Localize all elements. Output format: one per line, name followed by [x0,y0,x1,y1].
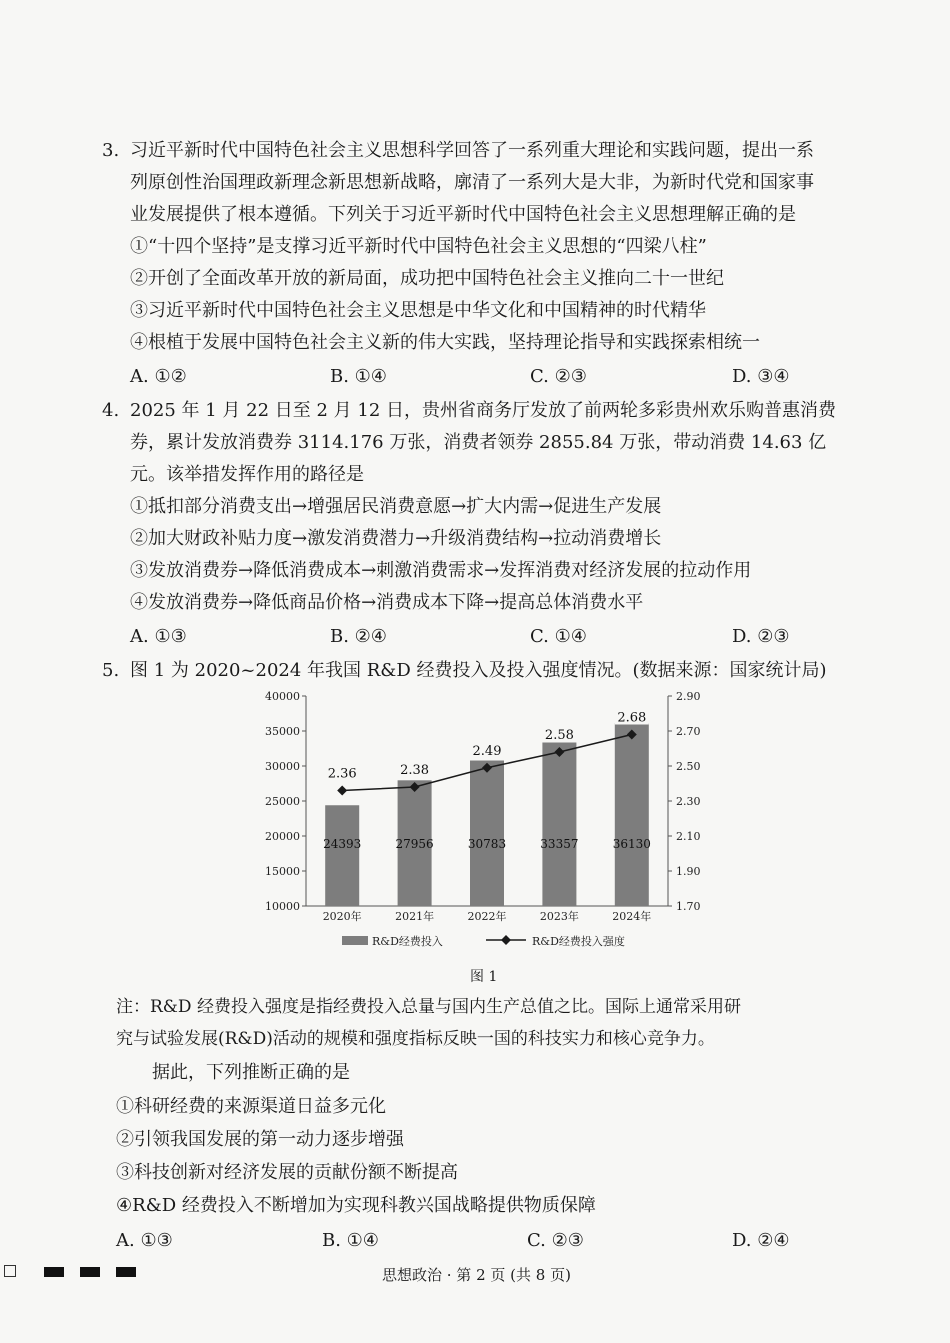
q4-stem-line-2: 券，累计发放消费券 3114.176 万张，消费者领券 2855.84 万张，带动消费 14.63 亿 [130,432,827,453]
bar-value-label: 30783 [467,837,507,851]
right-axis-tick-label: 1.90 [676,865,701,878]
line-value-label: 2.38 [400,763,430,778]
bar-value-label: 24393 [323,837,362,851]
q4-option-c[interactable]: C. ①④ [530,626,587,647]
q4-stem-line-1: 2025 年 1 月 22 日至 2 月 12 日，贵州省商务厅发放了前两轮多彩贵州欢乐购普惠消费 [130,400,837,421]
footer-page-info: 思想政治 · 第 2 页 (共 8 页) [382,1266,571,1284]
right-axis-tick-label: 2.90 [676,690,701,703]
bar-value-label: 27956 [395,837,434,851]
q4-option-d[interactable]: D. ②③ [732,626,790,647]
q4-statement-1: ①抵扣部分消费支出→增强居民消费意愿→扩大内需→促进生产发展 [130,496,662,517]
footer-marker-3-icon [116,1267,136,1277]
figure-caption: 图 1 [470,969,498,985]
q5-note-line-1: 注：R&D 经费投入强度是指经费投入总量与国内生产总值之比。国际上通常采用研 [116,997,741,1017]
q5-stem: 图 1 为 2020~2024 年我国 R&D 经费投入及投入强度情况。(数据来源：国家统计局) [130,660,827,681]
q4-statement-3: ③发放消费券→降低消费成本→刺激消费需求→发挥消费对经济发展的拉动作用 [130,560,752,581]
line-value-label: 2.49 [472,743,502,759]
x-axis-tick-label: 2020年 [322,910,362,923]
q5-note-line-2: 究与试验发展(R&D)活动的规模和强度指标反映一国的科技实力和核心竞争力。 [116,1029,715,1049]
q4-statement-2: ②加大财政补贴力度→激发消费潜力→升级消费结构→拉动消费增长 [130,528,662,549]
q5-option-c[interactable]: C. ②③ [527,1230,584,1251]
line-value-label: 2.58 [544,728,574,743]
left-axis-tick-label: 40000 [265,690,300,703]
left-axis-tick-label: 35000 [265,725,300,738]
q3-stem-line-3: 业发展提供了根本遵循。下列关于习近平新时代中国特色社会主义思想理解正确的是 [130,204,796,225]
left-axis-tick-label: 15000 [265,865,300,878]
line-point-marker [337,786,347,796]
x-axis-tick-label: 2023年 [539,910,579,923]
bar-value-label: 33357 [540,837,579,851]
q3-option-c[interactable]: C. ②③ [530,366,587,387]
right-axis-tick-label: 2.70 [676,725,701,738]
footer-checkbox-icon [4,1265,16,1277]
q5-statement-4: ④R&D 经费投入不断增加为实现科教兴国战略提供物质保障 [116,1195,596,1216]
x-axis-tick-label: 2022年 [467,910,507,923]
bar-rd-investment [467,761,507,906]
q3-option-b[interactable]: B. ①④ [330,366,387,387]
q4-option-b[interactable]: B. ②④ [330,626,387,647]
q4-option-a[interactable]: A. ①③ [130,626,187,647]
bar-rd-investment [540,743,579,906]
bar-rd-investment [323,805,362,906]
right-axis-tick-label: 2.10 [676,830,701,843]
line-value-label: 2.36 [327,766,357,782]
q5-statement-1: ①科研经费的来源渠道日益多元化 [116,1096,386,1117]
right-axis-tick-label: 2.50 [676,760,701,773]
q5-prompt: 据此，下列推断正确的是 [152,1062,350,1083]
legend-line-marker [501,935,511,945]
q5-option-d[interactable]: D. ②④ [732,1230,790,1251]
q3-statement-2: ②开创了全面改革开放的新局面，成功把中国特色社会主义推向二十一世纪 [130,268,724,289]
q5-option-b[interactable]: B. ①④ [322,1230,379,1251]
q5-option-a[interactable]: A. ①③ [116,1230,173,1251]
left-axis-tick-label: 20000 [265,830,300,843]
footer-marker-2-icon [80,1267,100,1277]
q5-statement-3: ③科技创新对经济发展的贡献份额不断提高 [116,1162,458,1183]
q5-number: 5. [102,660,120,681]
q3-number: 3. [102,140,120,161]
legend-line-label: R&D经费投入强度 [532,935,625,948]
q3-stem-line-1: 习近平新时代中国特色社会主义思想科学回答了一系列重大理论和实践问题，提出一系 [130,140,814,161]
rd-chart [250,684,720,954]
q5-statement-2: ②引领我国发展的第一动力逐步增强 [116,1129,404,1150]
q3-statement-1: ①“十四个坚持”是支撑习近平新时代中国特色社会主义思想的“四梁八柱” [130,236,707,257]
bar-rd-investment [612,723,651,906]
right-axis-tick-label: 2.30 [676,795,701,808]
q4-statement-4: ④发放消费券→降低商品价格→消费成本下降→提高总体消费水平 [130,592,644,613]
bar-value-label: 36130 [612,837,651,851]
q3-option-a[interactable]: A. ①② [130,366,187,387]
q4-number: 4. [102,400,120,421]
x-axis-tick-label: 2024年 [612,910,652,923]
line-value-label: 2.68 [617,710,647,726]
legend-bar-label: R&D经费投入 [372,935,443,948]
x-axis-tick-label: 2021年 [395,910,435,923]
right-axis-tick-label: 1.70 [676,900,701,913]
q3-statement-4: ④根植于发展中国特色社会主义新的伟大实践，坚持理论指导和实践探索相统一 [130,332,760,353]
q3-option-d[interactable]: D. ③④ [732,366,790,387]
left-axis-tick-label: 10000 [265,900,300,913]
q3-stem-line-2: 列原创性治国理政新理念新思想新战略，廓清了一系列大是大非，为新时代党和国家事 [130,172,814,193]
q4-stem-line-3: 元。该举措发挥作用的路径是 [130,464,364,485]
left-axis-tick-label: 30000 [265,760,300,773]
footer-marker-1-icon [44,1267,64,1277]
legend-bar-swatch [342,936,368,945]
q3-statement-3: ③习近平新时代中国特色社会主义思想是中华文化和中国精神的时代精华 [130,300,706,321]
left-axis-tick-label: 25000 [265,795,300,808]
